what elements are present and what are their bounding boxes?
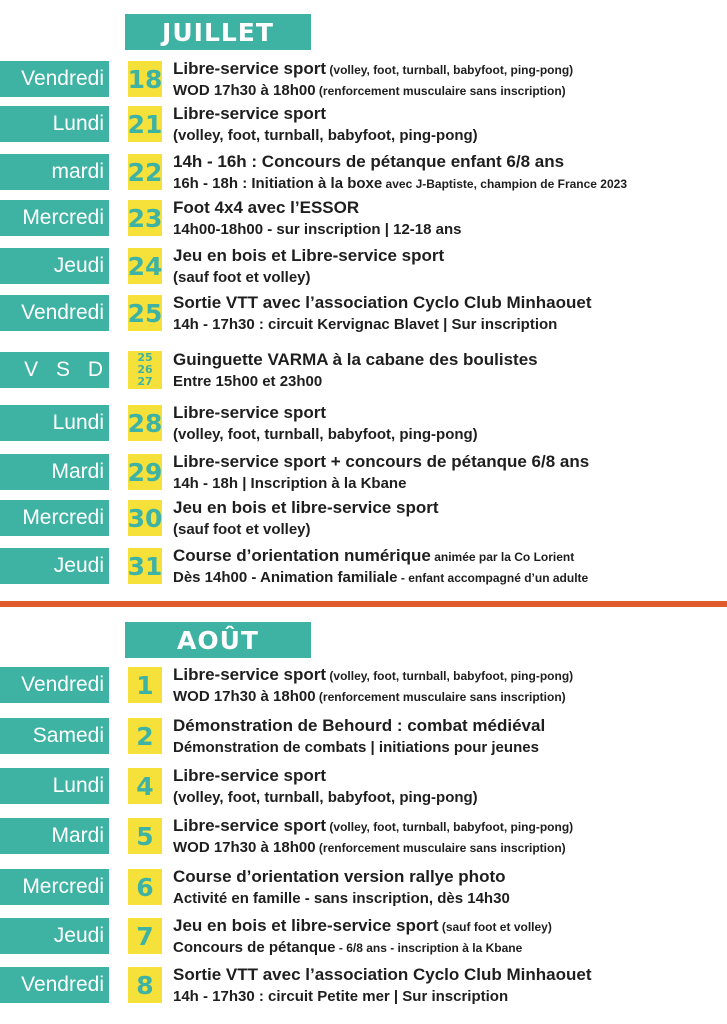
event-text: WOD 17h30 à 18h00 bbox=[173, 82, 316, 99]
event-note: (renforcement musculaire sans inscription) bbox=[315, 84, 566, 98]
date-badge: 22 bbox=[128, 154, 162, 190]
event-detail bbox=[173, 426, 478, 443]
day-label: Mardi bbox=[0, 818, 109, 854]
july-title: JUILLET bbox=[125, 14, 311, 50]
event-text: 14h - 17h30 : circuit Petite mer | Sur inscription bbox=[173, 988, 509, 1005]
event-text: Guinguette VARMA à la cabane des boulistes bbox=[173, 350, 538, 369]
event-text: 14h - 17h30 : circuit Kervignac Blavet | Sur inscription bbox=[173, 316, 558, 333]
event-title bbox=[173, 546, 574, 566]
august-title: AOÛT bbox=[125, 622, 311, 658]
event-note: (volley, foot, turnball, babyfoot, ping-pong) bbox=[326, 669, 574, 683]
event-text: Jeu en bois et libre-service sport bbox=[173, 498, 439, 517]
event-note: (volley, foot, turnball, babyfoot, ping-pong) bbox=[326, 63, 574, 77]
event-detail bbox=[173, 373, 322, 390]
event-text: Concours de pétanque bbox=[173, 939, 336, 956]
event-text: 14h00-18h00 - sur inscription | 12-18 ans bbox=[173, 221, 462, 238]
day-label: Jeudi bbox=[0, 248, 109, 284]
event-title bbox=[173, 816, 573, 836]
event-text: Libre-service sport bbox=[173, 766, 327, 785]
date-badge: 28 bbox=[128, 405, 162, 441]
event-detail bbox=[173, 175, 627, 192]
event-title bbox=[173, 403, 326, 423]
event-title bbox=[173, 766, 326, 786]
section-divider bbox=[0, 601, 727, 607]
event-text: Sortie VTT avec l’association Cyclo Club Minhaouet bbox=[173, 965, 592, 984]
event-text: (volley, foot, turnball, babyfoot, ping-pong) bbox=[173, 127, 478, 144]
event-text: (volley, foot, turnball, babyfoot, ping-pong) bbox=[173, 789, 478, 806]
day-label: Jeudi bbox=[0, 548, 109, 584]
event-note: (renforcement musculaire sans inscription) bbox=[315, 690, 566, 704]
event-detail bbox=[173, 988, 508, 1005]
date-badge: 31 bbox=[128, 548, 162, 584]
date-badge: 23 bbox=[128, 200, 162, 236]
day-label: Mercredi bbox=[0, 869, 109, 905]
event-text: Entre 15h00 et 23h00 bbox=[173, 373, 323, 390]
date-line: 26 bbox=[137, 363, 153, 376]
event-text: Jeu en bois et libre-service sport bbox=[173, 916, 439, 935]
event-note: - 6/8 ans - inscription à la Kbane bbox=[335, 941, 523, 955]
event-text: Libre-service sport bbox=[173, 816, 327, 835]
day-label: Mercredi bbox=[0, 200, 109, 236]
event-note: - enfant accompagné d’un adulte bbox=[397, 571, 589, 585]
day-label: Mardi bbox=[0, 454, 109, 490]
event-text: WOD 17h30 à 18h00 bbox=[173, 688, 316, 705]
event-text: Libre-service sport bbox=[173, 665, 327, 684]
event-detail bbox=[173, 890, 510, 907]
event-text: Course d’orientation numérique bbox=[173, 546, 431, 565]
event-text: Course d’orientation version rallye photo bbox=[173, 867, 506, 886]
event-detail bbox=[173, 82, 566, 99]
event-title bbox=[173, 965, 591, 985]
day-label: Jeudi bbox=[0, 918, 109, 954]
event-text: 14h - 16h : Concours de pétanque enfant 6/8 ans bbox=[173, 152, 565, 171]
event-detail bbox=[173, 127, 478, 144]
day-label: Vendredi bbox=[0, 967, 109, 1003]
event-text: (volley, foot, turnball, babyfoot, ping-pong) bbox=[173, 426, 478, 443]
event-detail bbox=[173, 688, 566, 705]
day-label: Lundi bbox=[0, 405, 109, 441]
day-label: Mercredi bbox=[0, 500, 109, 536]
date-badge: 29 bbox=[128, 454, 162, 490]
event-detail bbox=[173, 521, 311, 538]
event-text: Démonstration de combats | initiations pour jeunes bbox=[173, 739, 539, 756]
event-text: (sauf foot et volley) bbox=[173, 521, 311, 538]
event-detail bbox=[173, 269, 311, 286]
event-title bbox=[173, 452, 589, 472]
day-label: Lundi bbox=[0, 768, 109, 804]
event-text: Libre-service sport bbox=[173, 403, 327, 422]
event-note: (renforcement musculaire sans inscription) bbox=[315, 841, 566, 855]
event-text: (sauf foot et volley) bbox=[173, 269, 311, 286]
event-detail bbox=[173, 569, 588, 586]
date-badge bbox=[128, 351, 162, 389]
day-label: Lundi bbox=[0, 106, 109, 142]
event-text: 16h - 18h : Initiation à la boxe bbox=[173, 175, 383, 192]
event-text: Libre-service sport bbox=[173, 59, 327, 78]
date-badge: 30 bbox=[128, 500, 162, 536]
event-title bbox=[173, 350, 538, 370]
event-note: animée par la Co Lorient bbox=[430, 550, 575, 564]
day-label: Samedi bbox=[0, 718, 109, 754]
day-label: V S D bbox=[0, 352, 109, 388]
date-badge: 1 bbox=[128, 667, 162, 703]
event-text: WOD 17h30 à 18h00 bbox=[173, 839, 316, 856]
event-note: (sauf foot et volley) bbox=[438, 920, 552, 934]
event-text: Activité en famille - sans inscription, dès 14h30 bbox=[173, 890, 510, 907]
event-note: (volley, foot, turnball, babyfoot, ping-pong) bbox=[326, 820, 574, 834]
event-detail bbox=[173, 475, 406, 492]
day-label: Vendredi bbox=[0, 61, 109, 97]
event-text: Foot 4x4 avec l’ESSOR bbox=[173, 198, 360, 217]
date-badge: 2 bbox=[128, 718, 162, 754]
event-title bbox=[173, 104, 326, 124]
date-badge: 24 bbox=[128, 248, 162, 284]
event-detail bbox=[173, 839, 566, 856]
event-title bbox=[173, 198, 359, 218]
event-title bbox=[173, 665, 573, 685]
event-text: Libre-service sport + concours de pétanque 6/8 ans bbox=[173, 452, 590, 471]
event-title bbox=[173, 916, 552, 936]
date-badge: 6 bbox=[128, 869, 162, 905]
day-label: mardi bbox=[0, 154, 109, 190]
event-title bbox=[173, 498, 438, 518]
event-title bbox=[173, 867, 506, 887]
event-detail bbox=[173, 316, 557, 333]
date-badge: 5 bbox=[128, 818, 162, 854]
date-badge: 18 bbox=[128, 61, 162, 97]
event-text: Sortie VTT avec l’association Cyclo Club Minhaouet bbox=[173, 293, 592, 312]
day-label: Vendredi bbox=[0, 295, 109, 331]
date-line: 25 bbox=[137, 351, 153, 364]
event-text: Jeu en bois et Libre-service sport bbox=[173, 246, 445, 265]
event-detail bbox=[173, 789, 478, 806]
event-text: Libre-service sport bbox=[173, 104, 327, 123]
event-title bbox=[173, 246, 444, 266]
event-text: 14h - 18h | Inscription à la Kbane bbox=[173, 475, 407, 492]
date-badge: 21 bbox=[128, 106, 162, 142]
event-title bbox=[173, 716, 545, 736]
event-title bbox=[173, 59, 573, 79]
event-title bbox=[173, 293, 591, 313]
date-badge: 8 bbox=[128, 967, 162, 1003]
event-detail bbox=[173, 739, 539, 756]
event-title bbox=[173, 152, 564, 172]
event-detail bbox=[173, 939, 522, 956]
day-label: Vendredi bbox=[0, 667, 109, 703]
event-detail bbox=[173, 221, 461, 238]
date-badge: 7 bbox=[128, 918, 162, 954]
event-note: avec J-Baptiste, champion de France 2023 bbox=[382, 177, 627, 191]
date-line: 27 bbox=[137, 375, 153, 388]
event-text: Dès 14h00 - Animation familiale bbox=[173, 569, 398, 586]
date-badge: 4 bbox=[128, 768, 162, 804]
event-text: Démonstration de Behourd : combat médiéval bbox=[173, 716, 546, 735]
date-badge: 25 bbox=[128, 295, 162, 331]
